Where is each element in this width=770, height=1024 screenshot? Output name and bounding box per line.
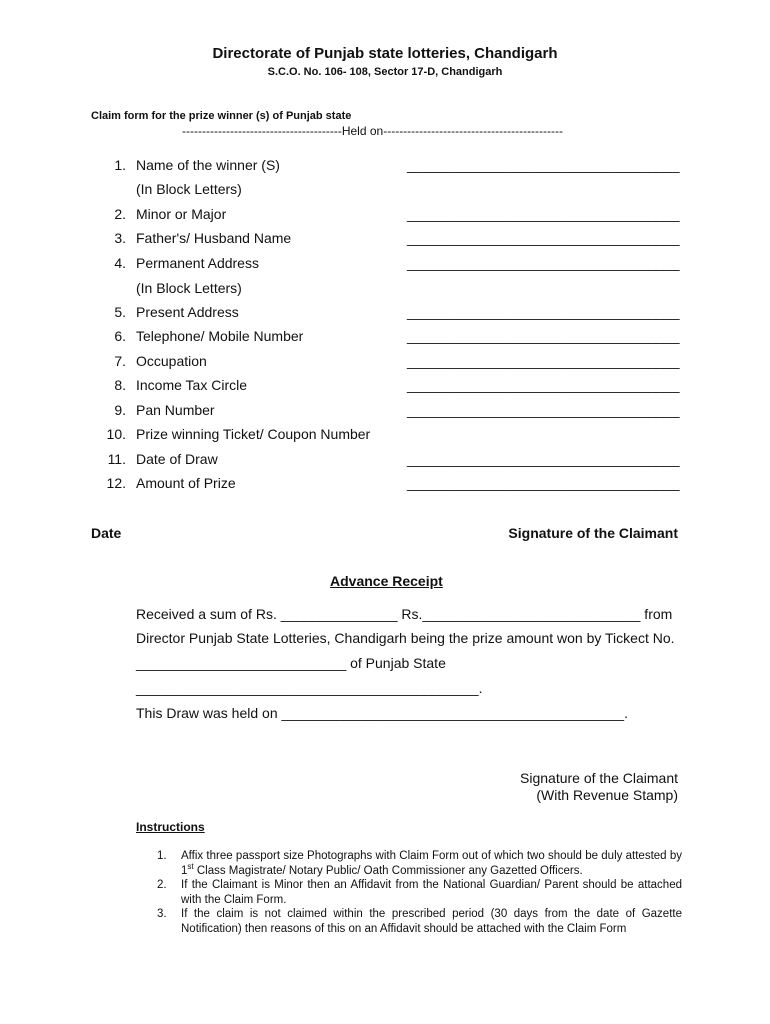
- item-number: 4.: [114, 255, 126, 271]
- item-label-income-tax-circle: Income Tax Circle: [136, 377, 248, 393]
- item-number: 10.: [106, 426, 126, 442]
- item-label-occupation: Occupation: [136, 353, 207, 369]
- item-label-telephone: Telephone/ Mobile Number: [136, 328, 304, 344]
- item-number: 12.: [106, 475, 126, 491]
- item-number: 1.: [114, 157, 126, 173]
- address-subtitle: S.C.O. No. 106- 108, Sector 17-D, Chandigarh: [267, 66, 503, 78]
- receipt-line-blank: ____________________________________________.: [136, 680, 483, 696]
- item-label-minor-or-major: Minor or Major: [136, 206, 227, 222]
- advance-receipt-title: Advance Receipt: [330, 573, 443, 589]
- claim-form-title: Claim form for the prize winner (s) of Punjab state: [91, 110, 352, 122]
- item-label-date-of-draw: Date of Draw: [136, 451, 218, 467]
- instruction-number: 1.: [157, 850, 167, 862]
- date-label: Date: [91, 525, 122, 541]
- blank-present-address[interactable]: ___________________________________: [407, 304, 680, 320]
- blank-permanent-address[interactable]: ___________________________________: [407, 255, 680, 271]
- item-sublabel-block-letters: (In Block Letters): [136, 181, 242, 197]
- item-label-permanent-address: Permanent Address: [136, 255, 259, 271]
- blank-minor-or-major[interactable]: ___________________________________: [407, 206, 680, 222]
- instructions-list: [157, 849, 682, 936]
- item-number: 7.: [114, 353, 126, 369]
- item-label-present-address: Present Address: [136, 304, 239, 320]
- held-on-line: ----------------------------------------Held on---------------------------------------------: [182, 124, 564, 138]
- instructions-title: Instructions: [136, 820, 205, 834]
- instruction-number: 2.: [157, 879, 167, 891]
- receipt-line-ticket-number: ___________________________ of Punjab State: [136, 655, 446, 671]
- item-label-ticket-number: Prize winning Ticket/ Coupon Number: [136, 426, 371, 442]
- item-label-name-of-winner: Name of the winner (S): [136, 157, 280, 173]
- receipt-signature-label: Signature of the Claimant: [520, 770, 678, 786]
- receipt-line-draw-held-on: This Draw was held on ____________________________________________.: [136, 705, 628, 721]
- blank-name-of-winner[interactable]: ___________________________________: [407, 157, 680, 173]
- claimant-signature-label: Signature of the Claimant: [508, 525, 678, 541]
- instruction-item: [157, 849, 682, 878]
- item-number: 5.: [114, 304, 126, 320]
- instruction-item: [157, 878, 682, 907]
- item-label-amount-of-prize: Amount of Prize: [136, 475, 236, 491]
- item-number: 9.: [114, 402, 126, 418]
- blank-date-of-draw[interactable]: ___________________________________: [407, 451, 680, 467]
- blank-occupation[interactable]: ___________________________________: [407, 353, 680, 369]
- blank-pan-number[interactable]: ___________________________________: [407, 402, 680, 418]
- item-number: 8.: [114, 377, 126, 393]
- blank-income-tax-circle[interactable]: ___________________________________: [407, 377, 680, 393]
- item-sublabel-block-letters: (In Block Letters): [136, 280, 242, 296]
- instruction-text: If the claim is not claimed within the prescribed period (30 days from the date of Gazette Notification) then reasons of this on an Affidavit should be attached with the Claim Form: [181, 908, 682, 935]
- item-number: 3.: [114, 230, 126, 246]
- instruction-text: If the Claimant is Minor then an Affidavit from the National Guardian/ Parent should be attached with the Claim Form.: [181, 879, 682, 906]
- revenue-stamp-label: (With Revenue Stamp): [536, 787, 678, 803]
- blank-telephone[interactable]: ___________________________________: [407, 328, 680, 344]
- receipt-line-director: Director Punjab State Lotteries, Chandigarh being the prize amount won by Tickect No.: [136, 630, 675, 646]
- item-number: 6.: [114, 328, 126, 344]
- receipt-line-received-sum: Received a sum of Rs. _______________ Rs.____________________________ from: [136, 606, 673, 622]
- instruction-number: 3.: [157, 908, 167, 920]
- item-number: 2.: [114, 206, 126, 222]
- blank-amount-of-prize[interactable]: ___________________________________: [407, 475, 680, 491]
- blank-father-husband-name[interactable]: ___________________________________: [407, 230, 680, 246]
- page-title: Directorate of Punjab state lotteries, Chandigarh: [212, 45, 558, 62]
- item-label-pan-number: Pan Number: [136, 402, 215, 418]
- instruction-item: [157, 907, 682, 936]
- item-number: 11.: [107, 451, 126, 467]
- item-label-father-husband-name: Father's/ Husband Name: [136, 230, 292, 246]
- instruction-text: Affix three passport size Photographs with Claim Form out of which two should be duly attested by 1: [181, 850, 682, 877]
- instruction-text-cont: Class Magistrate/ Notary Public/ Oath Commissioner any Gazetted Officers.: [193, 864, 583, 877]
- ordinal-suffix: st: [187, 861, 194, 871]
